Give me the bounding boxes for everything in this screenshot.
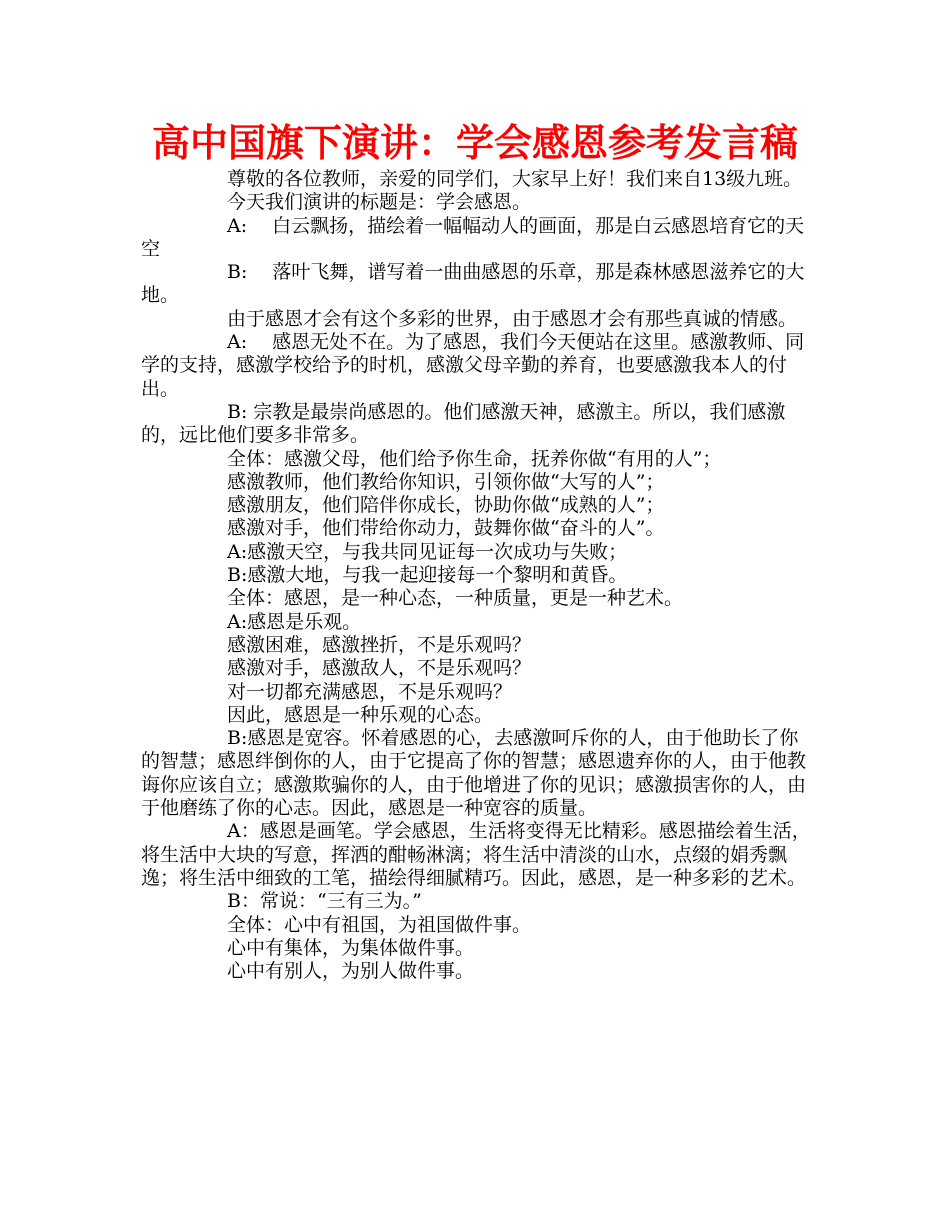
paragraph-b-tolerance: B:感恩是宽容。怀着感恩的心，去感激呵斥你的人，由于他助长了你的智慧；感恩绊倒你的人，由于它提高了你的智慧；感恩遗弃你的人，由于他教诲你应该自立；感激欺骗你的人，由于他增进了你的见识；感激损害你的人，由于他磨练了你的心志。因此，感恩是一种宽容的质量。 bbox=[141, 727, 807, 820]
paragraph-a-clouds: A: 白云飘扬，描绘着一幅幅动人的画面，那是白云感恩培育它的天空 bbox=[141, 214, 805, 260]
line-teachers: 感激教师，他们教给你知识，引领你做“大写的人”； bbox=[227, 470, 665, 493]
line-difficulties: 感激困难，感激挫折，不是乐观吗？ bbox=[227, 633, 532, 656]
paragraph-a-everywhere: A: 感恩无处不在。为了感恩，我们今天便站在这里。感激教师、同学的支持，感激学校给予的时机，感激父母辛勤的养育，也要感激我本人的付出。 bbox=[141, 331, 805, 400]
paragraph-colorful-world: 由于感恩才会有这个多彩的世界，由于感恩才会有那些真诚的情感。 bbox=[227, 307, 798, 330]
paragraph-a-brush: A：感恩是画笔。学会感恩，生活将变得无比精彩。感恩描绘着生活，将生活中大块的写意，挥洒的酣畅淋漓；将生活中清淡的山水，点缀的娟秀飘逸；将生活中细致的工笔，描绘得细腻精巧。因此，感恩，是一种多彩的艺术。 bbox=[141, 820, 811, 889]
line-all-parents: 全体：感激父母，他们给予你生命，抚养你做“有用的人”； bbox=[227, 447, 722, 470]
line-friends: 感激朋友，他们陪伴你成长，协助你做“成熟的人”； bbox=[227, 494, 665, 517]
paragraph-b-religion: B: 宗教是最崇尚感恩的。他们感激天神，感激主。所以，我们感激的，远比他们要多非常多。 bbox=[141, 400, 786, 447]
paragraph-greeting: 尊敬的各位教师，亲爱的同学们，大家早上好！我们来自13级九班。 bbox=[227, 168, 803, 190]
line-all-country: 全体：心中有祖国，为祖国做件事。 bbox=[227, 913, 532, 936]
line-rivals: 感激对手，他们带给你动力，鼓舞你做“奋斗的人”。 bbox=[227, 517, 665, 540]
document-body bbox=[141, 168, 813, 983]
paragraph-b-leaves: B: 落叶飞舞，谱写着一曲曲感恩的乐章，那是森林感恩滋养它的大地。 bbox=[141, 261, 805, 307]
line-collective: 心中有集体，为集体做件事。 bbox=[227, 936, 475, 959]
line-others: 心中有别人，为别人做件事。 bbox=[227, 960, 475, 983]
document-title: 高中国旗下演讲：学会感恩参考发言稿 bbox=[151, 121, 798, 165]
line-a-optimism: A:感恩是乐观。 bbox=[227, 610, 362, 633]
line-b-earth: B:感激大地，与我一起迎接每一个黎明和黄昏。 bbox=[227, 564, 628, 587]
line-b-saying: B：常说：“三有三为。” bbox=[227, 890, 422, 913]
line-all-attitude: 全体：感恩，是一种心态，一种质量，更是一种艺术。 bbox=[227, 587, 684, 610]
line-everything: 对一切都充满感恩，不是乐观吗？ bbox=[227, 680, 513, 703]
line-optimistic-mindset: 因此，感恩是一种乐观的心态。 bbox=[227, 703, 494, 726]
line-enemies: 感激对手，感激敌人，不是乐观吗？ bbox=[227, 657, 532, 680]
paragraph-topic: 今天我们演讲的标题是：学会感恩。 bbox=[227, 191, 532, 214]
line-a-sky: A:感激天空，与我共同见证每一次成功与失败； bbox=[227, 540, 628, 563]
